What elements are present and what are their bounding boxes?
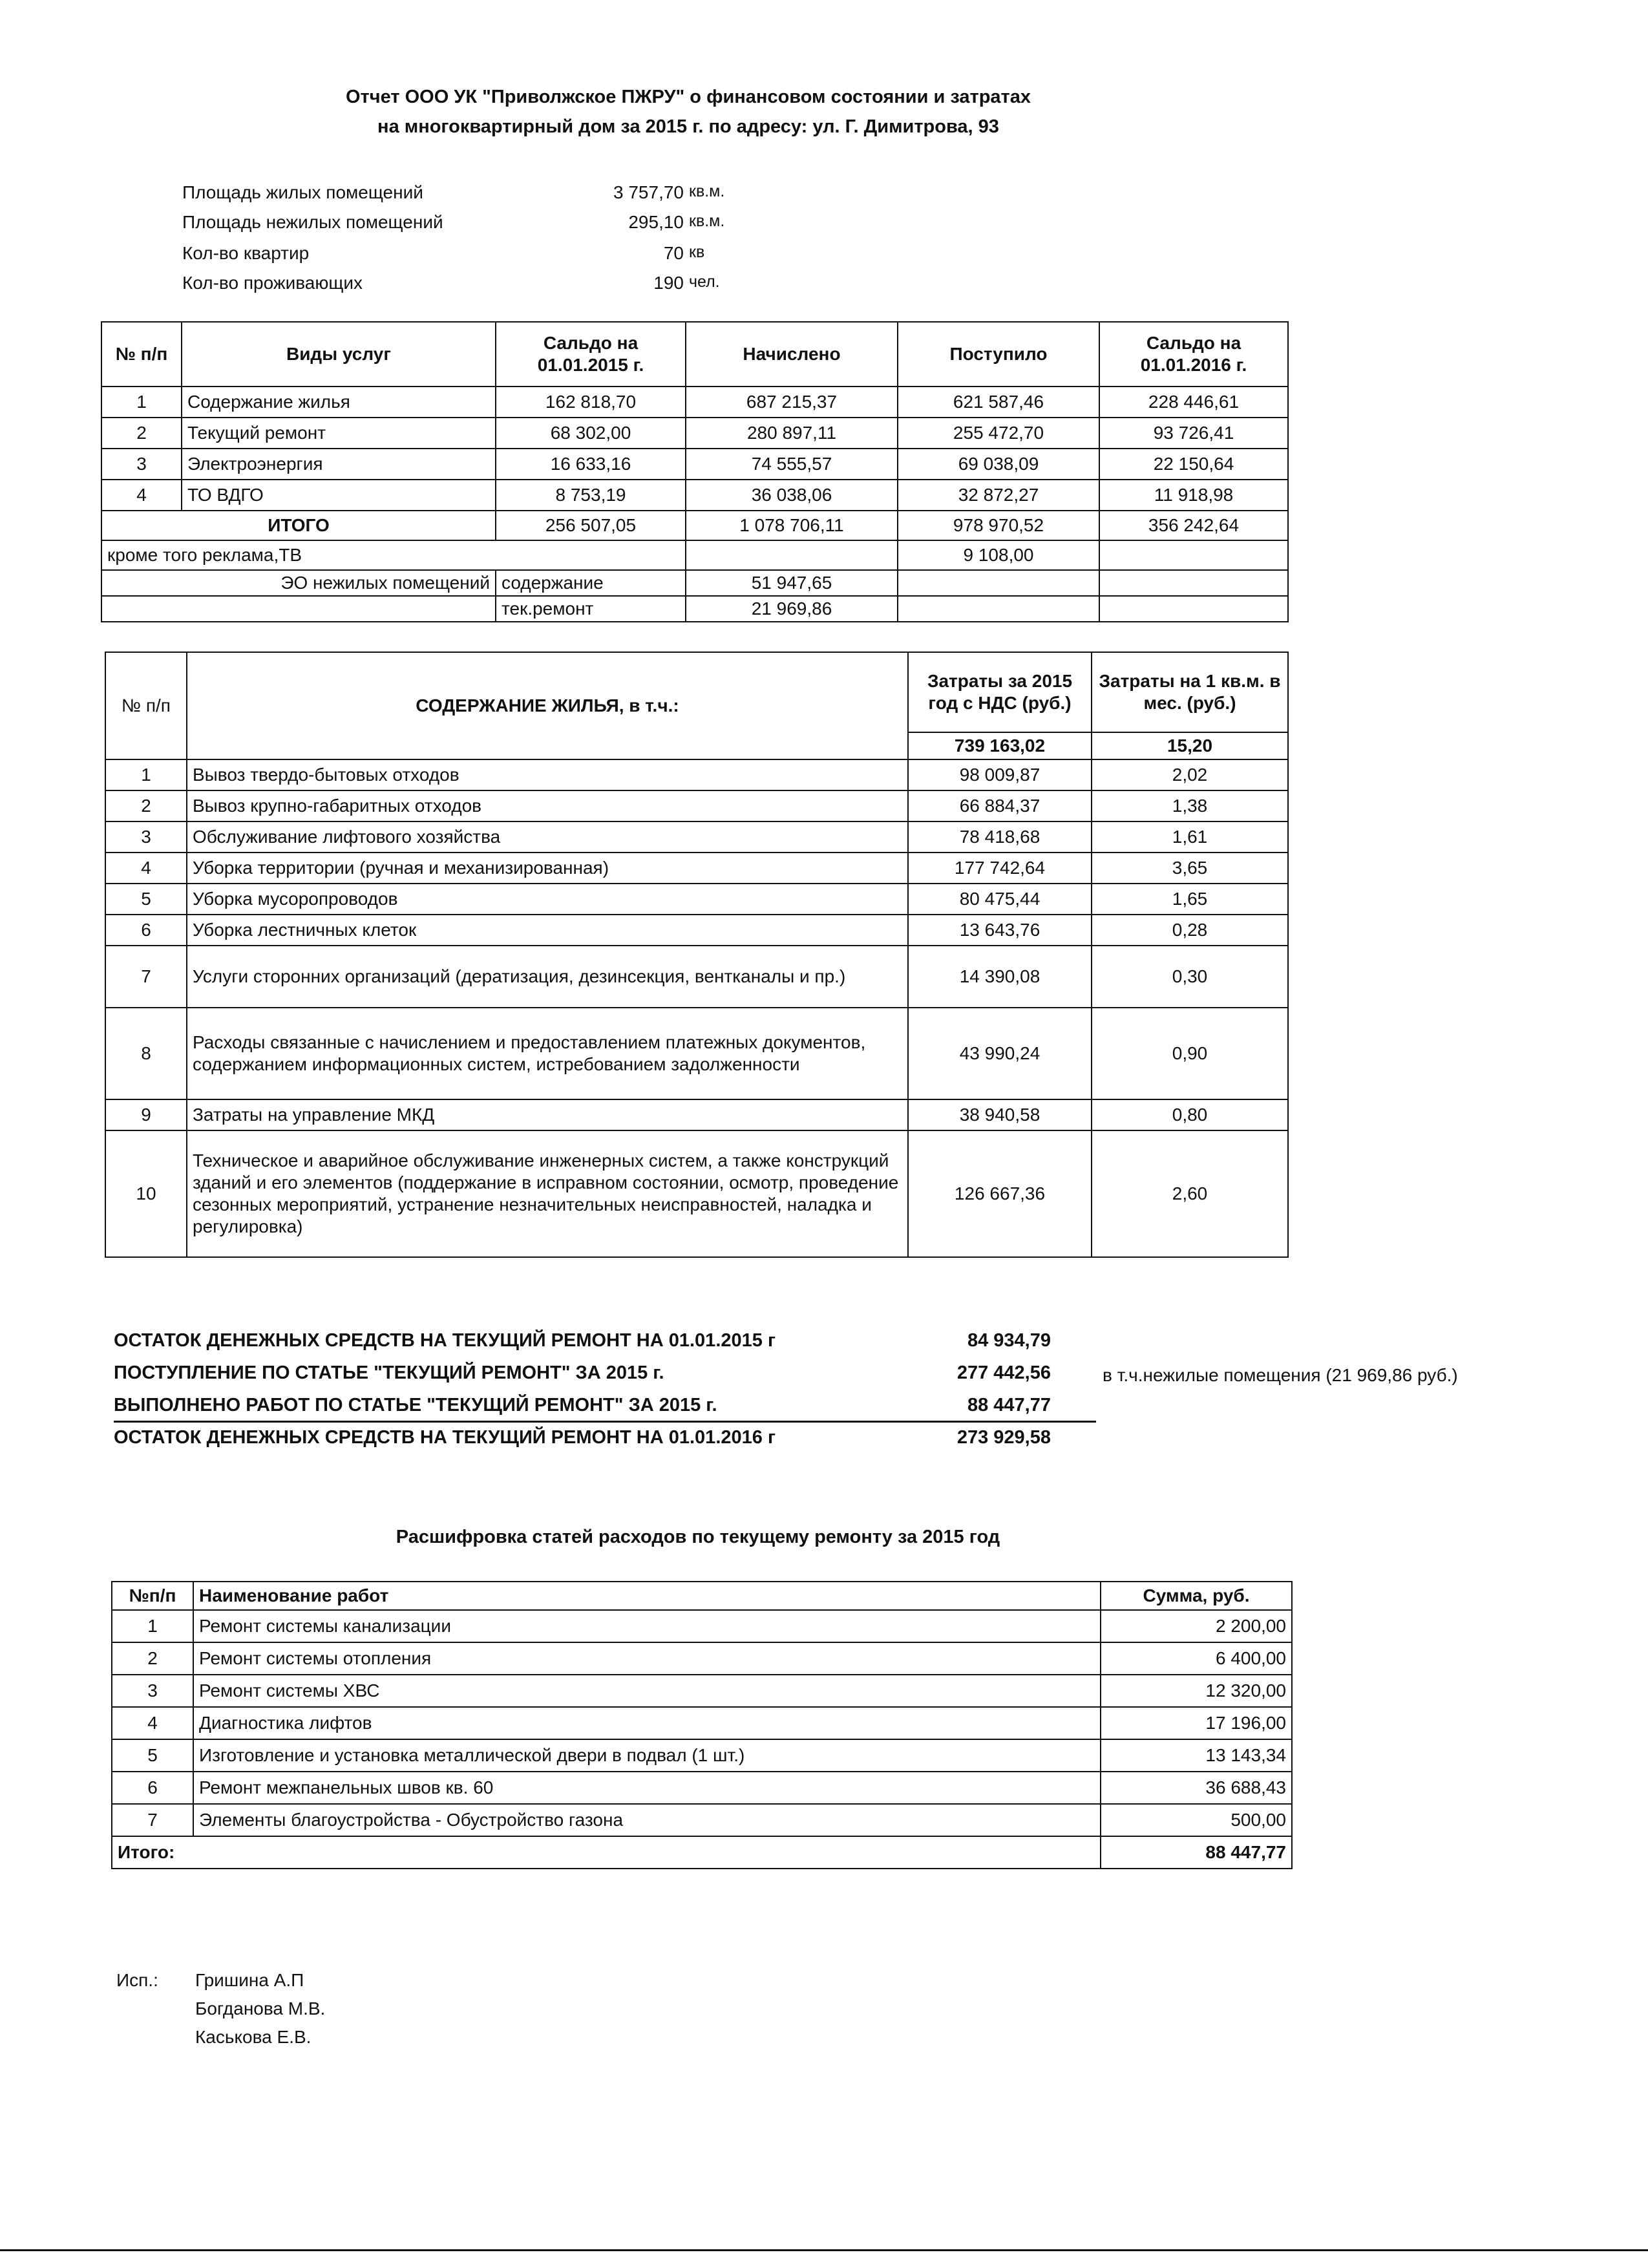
signature-name: Богданова М.В. — [195, 1998, 326, 2019]
table-row: 5 Уборка мусоропроводов 80 475,44 1,65 — [105, 884, 1288, 915]
signature-label: Исп.: — [116, 1970, 158, 1990]
info-row-living-area: Площадь жилых помещений 3 757,70 кв.м. — [182, 182, 725, 202]
table-row: 1 Вывоз твердо-бытовых отходов 98 009,87 2,02 — [105, 759, 1288, 790]
info-row-apartments: Кол-во квартир 70 кв — [182, 243, 705, 263]
header-cell: № п/п — [101, 322, 182, 387]
nonresidential-row: ЭО нежилых помещений содержание 51 947,65 — [101, 570, 1288, 596]
table-row: 10 Техническое и аварийное обслуживание инженерных систем, а также конструкций зданий и его элементов (поддержание в исправном состоянии, осмотр, проведение сезонных мероприятий, устранение незначительных неисправностей, наладка и регулировка) 126 667,36 2,60 — [105, 1130, 1288, 1257]
total-row: ИТОГО 256 507,05 1 078 706,11 978 970,52 356 242,64 — [101, 511, 1288, 540]
table-row: 4 ТО ВДГО 8 753,19 36 038,06 32 872,27 11 918,98 — [101, 480, 1288, 511]
table-row: 2 Вывоз крупно-габаритных отходов 66 884,37 1,38 — [105, 790, 1288, 821]
table-row: 6 Уборка лестничных клеток 13 643,76 0,28 — [105, 915, 1288, 946]
table-row: 2 Ремонт системы отопления 6 400,00 — [112, 1642, 1292, 1675]
header-cell: № п/п — [105, 652, 187, 759]
total-row: 739 163,02 15,20 — [105, 732, 1288, 759]
header-cell: Наименование работ — [193, 1582, 1101, 1610]
table-header-row — [105, 652, 1288, 732]
header-cell: Затраты за 2015 год с НДС (руб.) — [908, 652, 1092, 732]
table-row: 1 Содержание жилья 162 818,70 687 215,37 621 587,46 228 446,61 — [101, 387, 1288, 418]
nonresidential-row: тек.ремонт 21 969,86 — [101, 596, 1288, 622]
table-row: 3 Ремонт системы ХВС 12 320,00 — [112, 1675, 1292, 1707]
header-cell: Поступило — [898, 322, 1099, 387]
table-header-row — [112, 1582, 1292, 1610]
signature-name: Каськова Е.В. — [195, 2027, 312, 2047]
table-row: 9 Затраты на управление МКД 38 940,58 0,80 — [105, 1099, 1288, 1130]
summary-row: ПОСТУПЛЕНИЕ ПО СТАТЬЕ "ТЕКУЩИЙ РЕМОНТ" ЗА 2015 г. 277 442,56 — [114, 1362, 1051, 1383]
header-cell: СОДЕРЖАНИЕ ЖИЛЬЯ, в т.ч.: — [187, 652, 908, 759]
report-title-line-2: на многоквартирный дом за 2015 г. по адресу: ул. Г. Димитрова, 93 — [377, 116, 999, 137]
info-row-nonliving-area: Площадь нежилых помещений 295,10 кв.м. — [182, 212, 725, 232]
header-cell: №п/п — [112, 1582, 193, 1610]
table-row: 4 Уборка территории (ручная и механизированная) 177 742,64 3,65 — [105, 853, 1288, 884]
summary-divider — [114, 1421, 1096, 1423]
services-balance-table — [101, 321, 1289, 622]
repair-breakdown-title: Расшифровка статей расходов по текущему ремонту за 2015 год — [396, 1527, 1000, 1547]
table-row: 5 Изготовление и установка металлической двери в подвал (1 шт.) 13 143,34 — [112, 1739, 1292, 1772]
table-row: 3 Электроэнергия 16 633,16 74 555,57 69 038,09 22 150,64 — [101, 449, 1288, 480]
report-title-line-1: Отчет ООО УК "Приволжское ПЖРУ" о финансовом состоянии и затратах — [345, 87, 1031, 107]
table-row: 6 Ремонт межпанельных швов кв. 60 36 688,43 — [112, 1772, 1292, 1804]
table-row: 8 Расходы связанные с начислением и предоставлением платежных документов, содержанием информационных систем, истребованием задолженности 43 990,24 0,90 — [105, 1008, 1288, 1099]
table-row: 2 Текущий ремонт 68 302,00 280 897,11 255 472,70 93 726,41 — [101, 418, 1288, 449]
info-row-residents: Кол-во проживающих 190 чел. — [182, 273, 720, 293]
advertising-row: кроме того реклама,ТВ 9 108,00 — [101, 540, 1288, 570]
table-header-row — [101, 322, 1288, 387]
header-cell: Сальдо на 01.01.2015 г. — [496, 322, 686, 387]
header-cell: Затраты на 1 кв.м. в мес. (руб.) — [1092, 652, 1288, 732]
table-row: 7 Элементы благоустройства - Обустройство газона 500,00 — [112, 1804, 1292, 1836]
table-row: 3 Обслуживание лифтового хозяйства 78 418,68 1,61 — [105, 821, 1288, 853]
page-edge-line — [0, 2249, 1648, 2251]
header-cell: Виды услуг — [182, 322, 496, 387]
maintenance-costs-table — [105, 652, 1289, 1258]
summary-row: ОСТАТОК ДЕНЕЖНЫХ СРЕДСТВ НА ТЕКУЩИЙ РЕМОНТ НА 01.01.2015 г 84 934,79 — [114, 1330, 1051, 1351]
total-row: Итого: 88 447,77 — [112, 1836, 1292, 1869]
summary-note: в т.ч.нежилые помещения (21 969,86 руб.) — [1103, 1365, 1458, 1385]
summary-row: ОСТАТОК ДЕНЕЖНЫХ СРЕДСТВ НА ТЕКУЩИЙ РЕМОНТ НА 01.01.2016 г 273 929,58 — [114, 1427, 1051, 1448]
table-row: 7 Услуги сторонних организаций (дератизация, дезинсекция, вентканалы и пр.) 14 390,08 0,30 — [105, 946, 1288, 1008]
table-row: 4 Диагностика лифтов 17 196,00 — [112, 1707, 1292, 1739]
header-cell: Сумма, руб. — [1101, 1582, 1292, 1610]
signature-name: Гришина А.П — [195, 1970, 304, 1990]
header-cell: Сальдо на 01.01.2016 г. — [1099, 322, 1288, 387]
repair-breakdown-table — [111, 1581, 1293, 1869]
header-cell: Начислено — [686, 322, 898, 387]
table-row: 1 Ремонт системы канализации 2 200,00 — [112, 1610, 1292, 1642]
summary-row: ВЫПОЛНЕНО РАБОТ ПО СТАТЬЕ "ТЕКУЩИЙ РЕМОНТ" ЗА 2015 г. 88 447,77 — [114, 1395, 1051, 1415]
